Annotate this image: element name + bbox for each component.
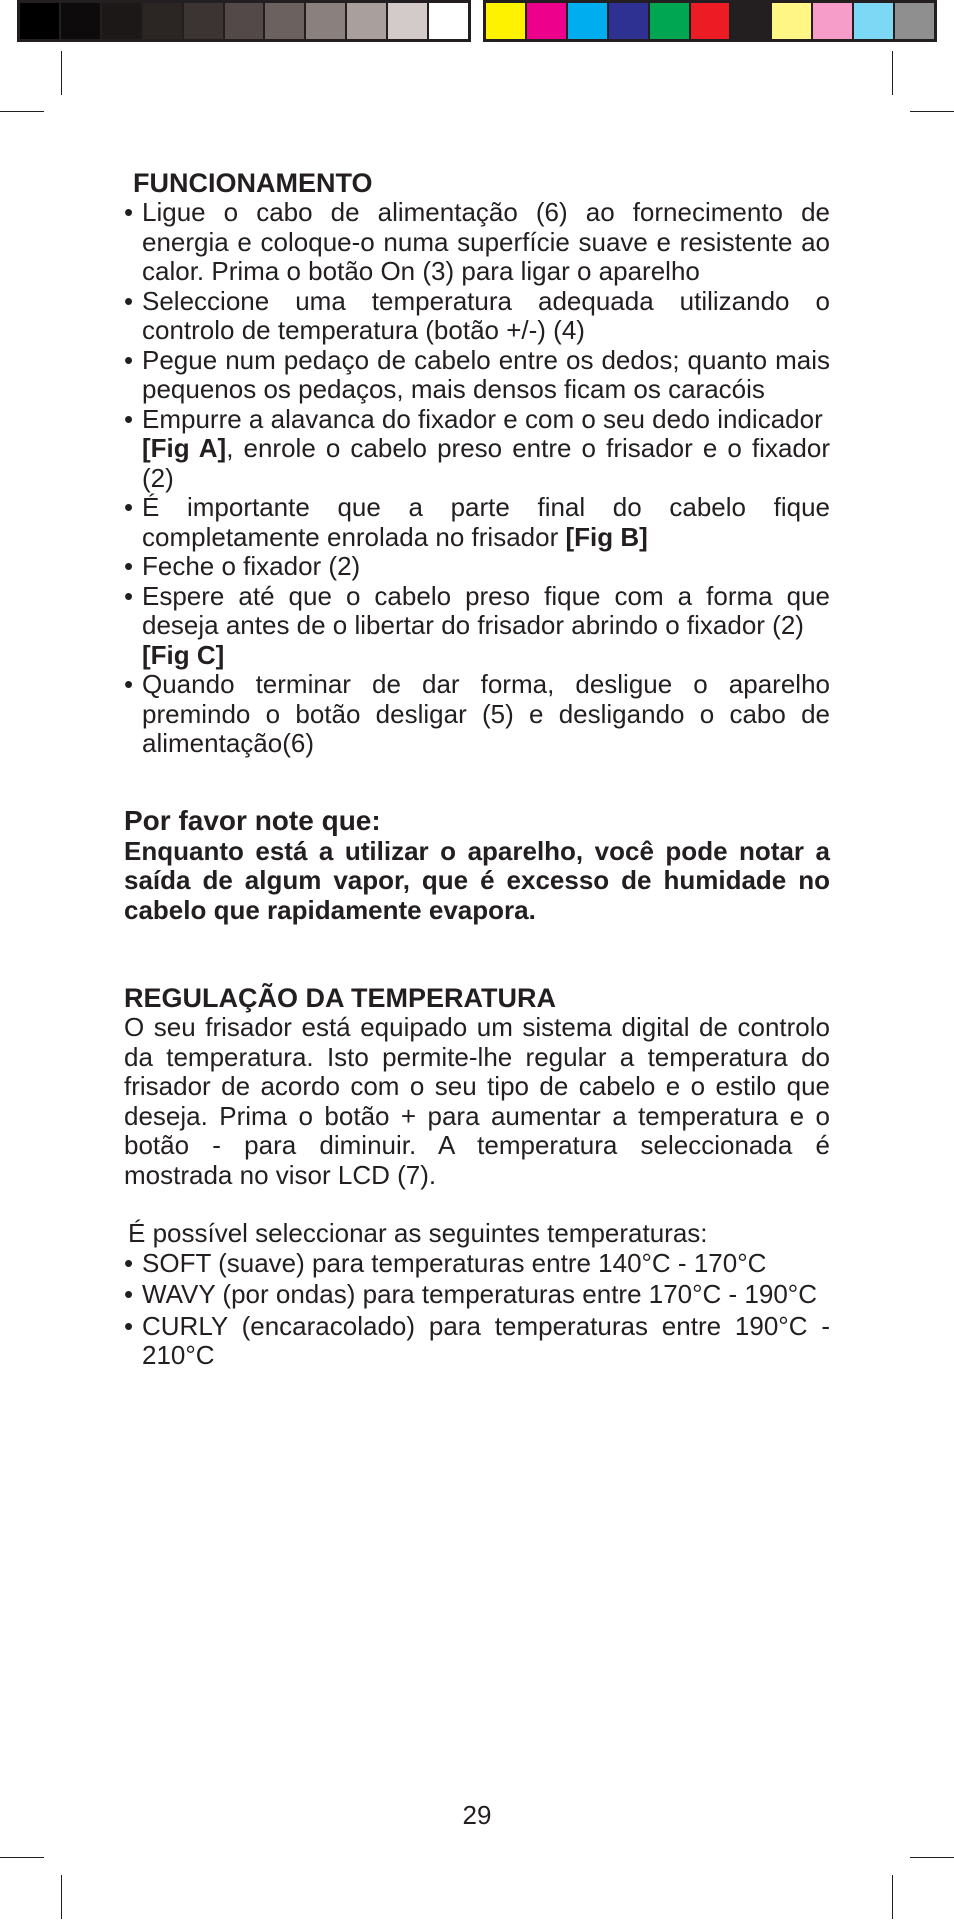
crop-mark-bottom-left-vertical [61, 1875, 62, 1919]
crop-mark-bottom-right-vertical [892, 1875, 893, 1919]
gray-swatch [20, 3, 61, 39]
color-swatch [895, 3, 934, 39]
figure-reference: [Fig A] [142, 433, 227, 463]
list-item: • Espere até que o cabelo preso fique com a forma que deseja antes de o libertar do frisador abrindo o fixador (2) [Fig C] [124, 582, 830, 671]
list-item: • SOFT (suave) para temperaturas entre 140°C - 170°C [124, 1249, 830, 1279]
list-item: • Feche o fixador (2) [124, 552, 830, 582]
grayscale-calibration-bar [17, 0, 471, 42]
operation-heading: FUNCIONAMENTO [133, 168, 373, 198]
crop-mark-top-right-horizontal [910, 111, 954, 112]
list-item: • Pegue num pedaço de cabelo entre os dedos; quanto mais pequenos os pedaços, mais densos ficam os caracóis [124, 346, 830, 405]
color-swatch [731, 3, 772, 39]
gray-swatch [347, 3, 388, 39]
list-item: • Empurre a alavanca do fixador e com o seu dedo indicador [Fig A], enrole o cabelo preso entre o frisador e o fixador (2) [124, 405, 830, 494]
figure-reference: [Fig C] [142, 639, 225, 670]
gray-swatch [388, 3, 429, 39]
list-item: • Quando terminar de dar forma, desligue o aparelho premindo o botão desligar (5) e desligando o cabo de alimentação(6) [124, 670, 830, 759]
list-item: • CURLY (encaracolado) para temperaturas entre 190°C - 210°C [124, 1312, 830, 1371]
color-swatch [650, 3, 691, 39]
crop-mark-bottom-right-horizontal [910, 1857, 954, 1858]
gray-swatch [143, 3, 184, 39]
gray-swatch [184, 3, 225, 39]
crop-mark-top-right-vertical [892, 51, 893, 95]
color-swatch [854, 3, 895, 39]
temperature-options [124, 1249, 830, 1371]
color-swatch [772, 3, 813, 39]
temperature-heading: REGULAÇÃO DA TEMPERATURA [124, 983, 556, 1013]
color-swatch [486, 3, 527, 39]
figure-reference: [Fig B] [565, 521, 648, 552]
gray-swatch [225, 3, 266, 39]
gray-swatch [429, 3, 468, 39]
page-content [124, 168, 830, 1373]
crop-mark-top-left-horizontal [0, 111, 44, 112]
gray-swatch [306, 3, 347, 39]
color-calibration-bar [483, 0, 937, 42]
color-swatch [813, 3, 854, 39]
list-item: • Seleccione uma temperatura adequada utilizando o controlo de temperatura (botão +/-) (4) [124, 287, 830, 346]
list-item: • Ligue o cabo de alimentação (6) ao fornecimento de energia e coloque-o numa superfície suave e resistente ao calor. Prima o botão On (3) para ligar o aparelho [124, 198, 830, 287]
temperature-description: O seu frisador está equipado um sistema digital de controlo da temperatura. Isto permite-lhe regular a temperatura do frisador de acordo com o seu tipo de cabelo e o estilo que deseja. Prima o botão + para aumentar a temperatura e o botão - para diminuir. A temperatura seleccionada é mostrada no visor LCD (7). [124, 1012, 830, 1190]
page-number: 29 [462, 1800, 492, 1830]
operation-steps [124, 198, 830, 759]
crop-mark-bottom-left-horizontal [0, 1857, 44, 1858]
color-swatch [527, 3, 568, 39]
note-text: Enquanto está a utilizar o aparelho, você pode notar a saída de algum vapor, que é excesso de humidade no cabelo que rapidamente evapora. [124, 835, 830, 925]
gray-swatch [102, 3, 143, 39]
gray-swatch [61, 3, 102, 39]
color-swatch [609, 3, 650, 39]
note-heading: Por favor note que: [124, 804, 381, 836]
list-item: • É importante que a parte final do cabelo fique completamente enrolada no frisador [Fig B] [124, 493, 830, 552]
gray-swatch [265, 3, 306, 39]
temperature-options-intro: É possível seleccionar as seguintes temperaturas: [128, 1218, 708, 1248]
crop-mark-top-left-vertical [61, 51, 62, 95]
list-item: • WAVY (por ondas) para temperaturas entre 170°C - 190°C [124, 1280, 830, 1310]
color-swatch [568, 3, 609, 39]
color-swatch [691, 3, 732, 39]
